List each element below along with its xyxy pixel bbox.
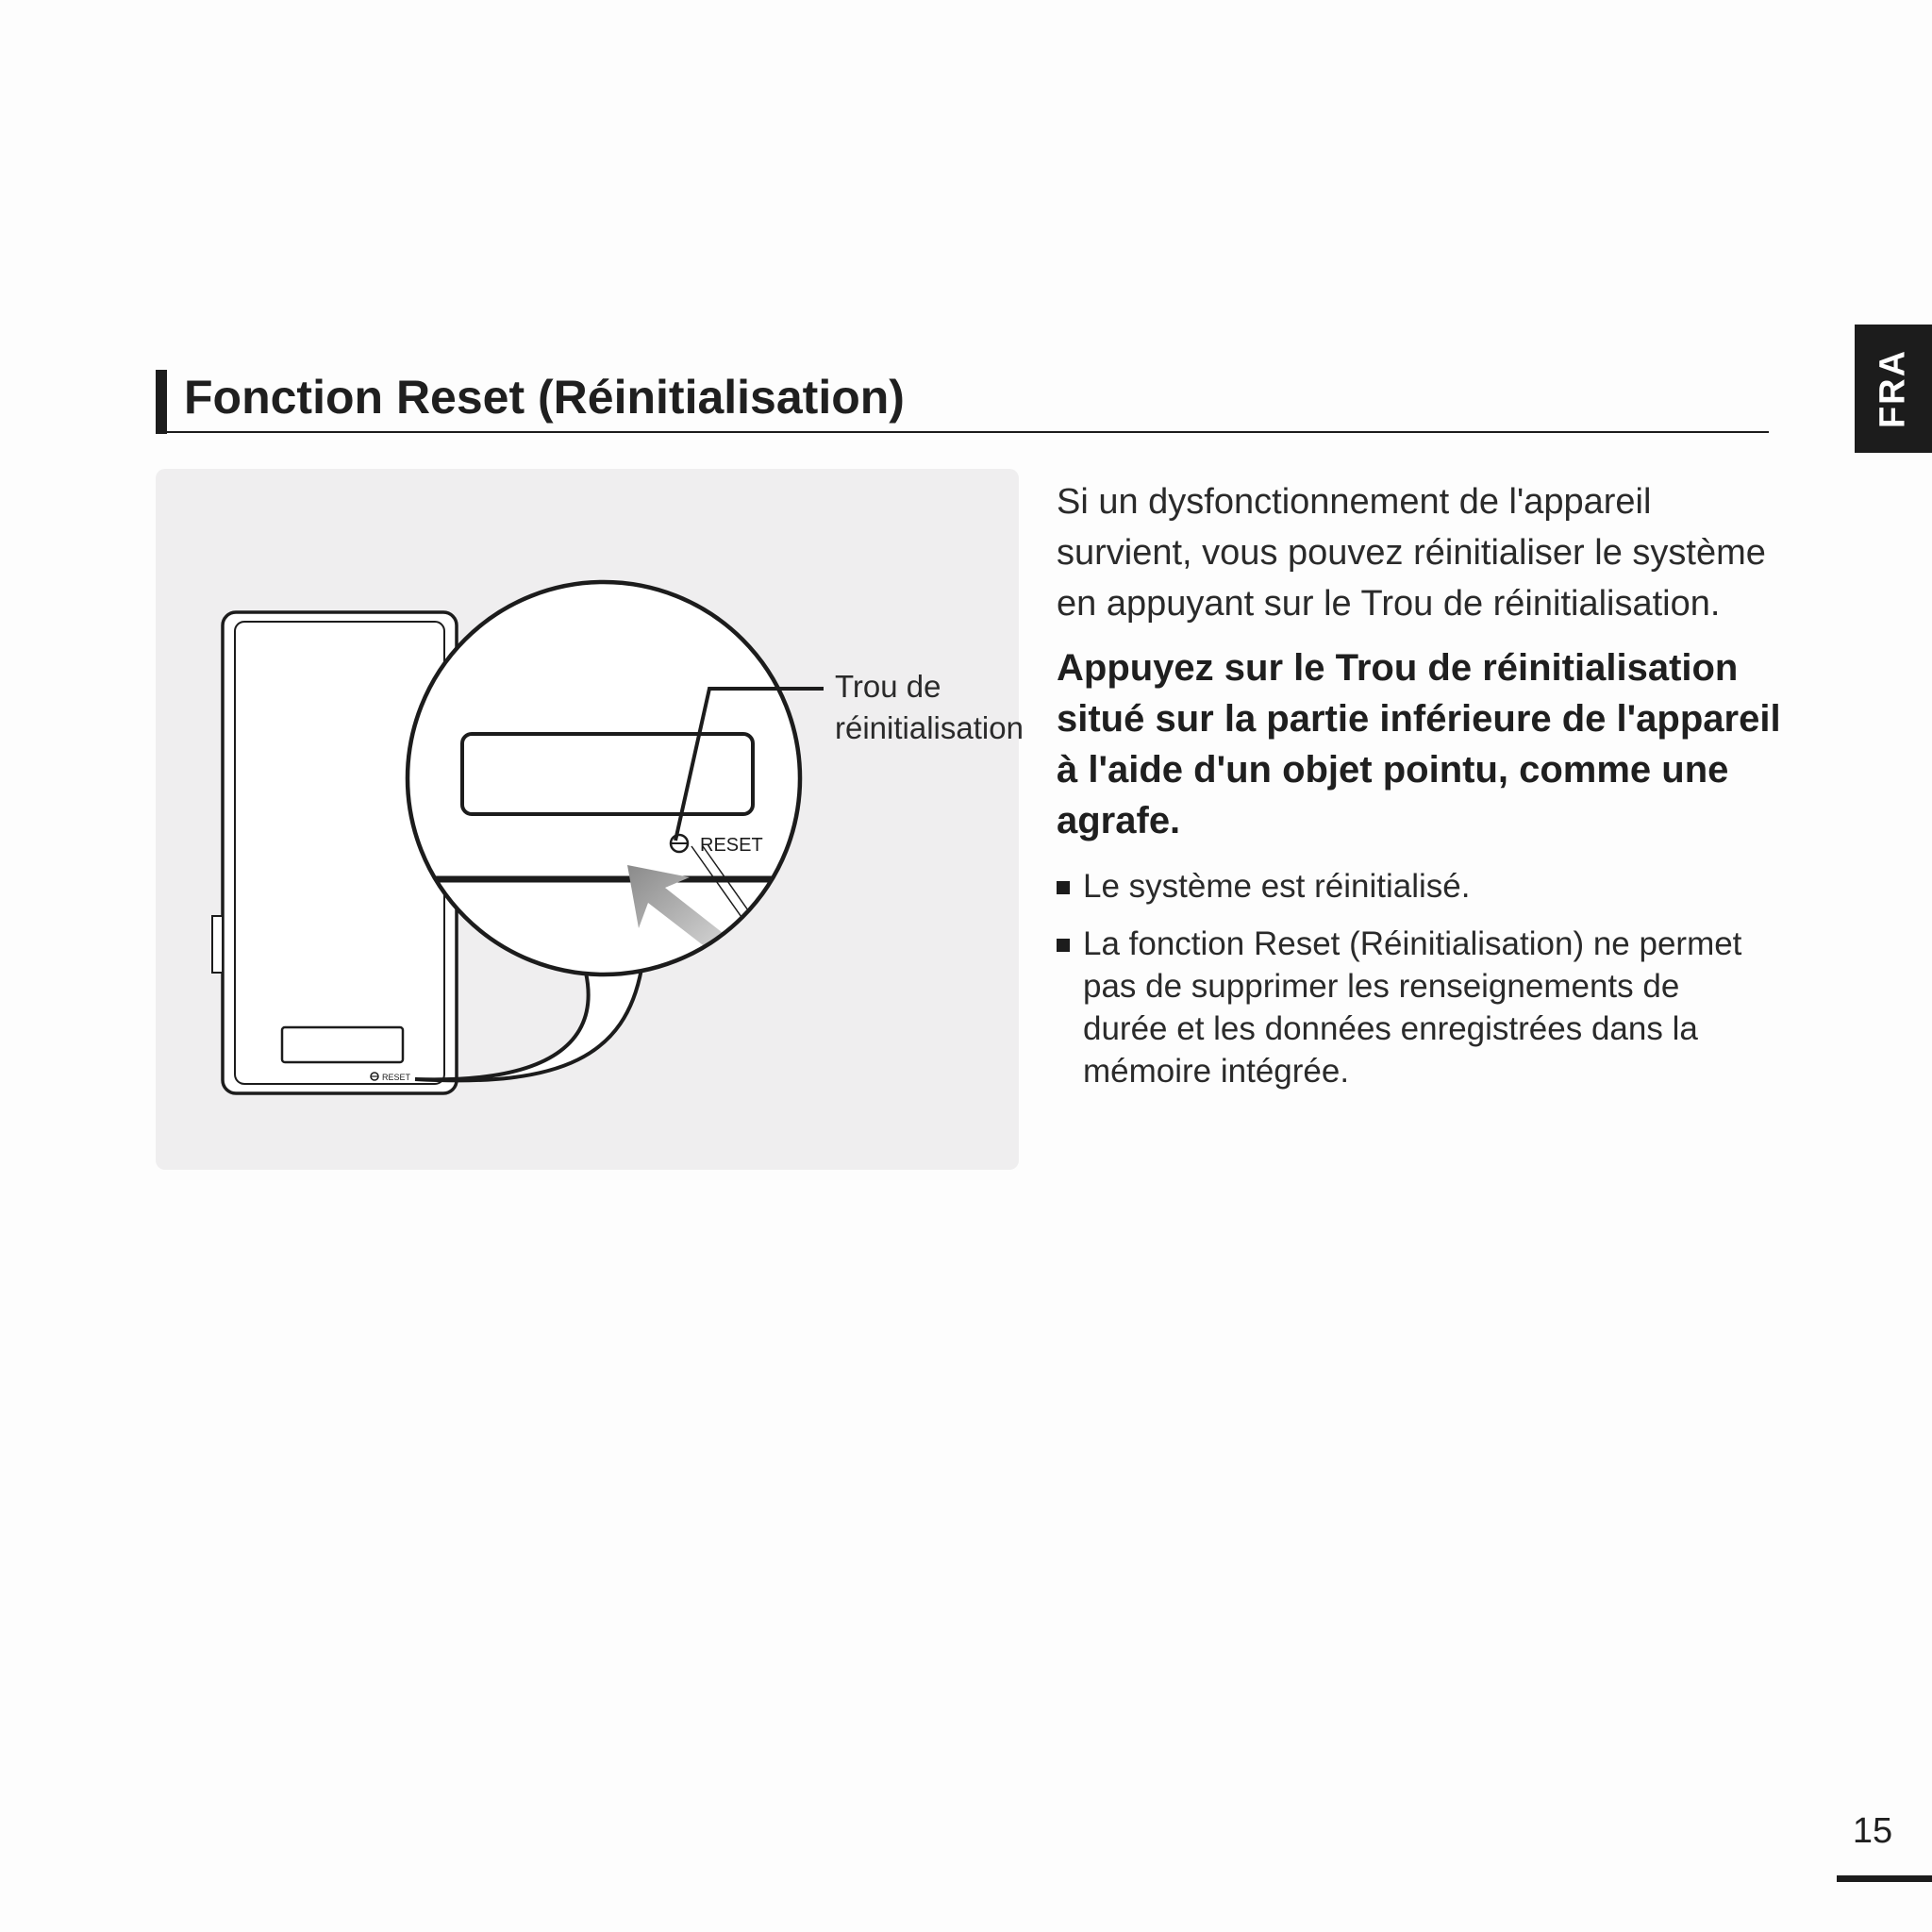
reset-hole-icon [671,835,688,852]
list-item-line: Le système est réinitialisé. [1083,868,1471,905]
intro-line: en appuyant sur le Trou de réinitialisation. [1057,584,1721,624]
callout-label-line: Trou de [835,669,941,704]
section-title: Fonction Reset (Réinitialisation) [184,371,905,424]
intro-paragraph [1057,476,1792,629]
square-bullet-icon [1057,939,1070,952]
zoom-reset-label: RESET [700,835,763,856]
page-number-rule [1837,1875,1932,1882]
zoom-circle [401,582,816,974]
list-item-line: durée et les données enregistrées dans la [1083,1010,1698,1047]
list-item [1057,865,1792,908]
reset-illustration-drawing [156,469,1019,1170]
intro-line: survient, vous pouvez réinitialiser le système [1057,533,1766,573]
language-tab [1855,325,1932,453]
device-outline [212,612,457,1093]
list-item-line: mémoire intégrée. [1083,1053,1350,1090]
notes-list [1057,865,1792,1092]
language-tab-label: FRA [1873,348,1913,429]
square-bullet-icon [1057,881,1070,894]
title-accent-bar [156,370,167,434]
list-item-line: La fonction Reset (Réinitialisation) ne permet [1083,925,1742,962]
callout-label-line: réinitialisation [835,710,1024,745]
step-line: Appuyez sur le Trou de réinitialisation [1057,647,1739,689]
step-line: à l'aide d'un objet pointu, comme une [1057,749,1729,791]
title-underline [167,431,1769,433]
step-line: situé sur la partie inférieure de l'appareil [1057,698,1781,740]
list-item [1057,923,1792,1092]
list-item-line: pas de supprimer les renseignements de [1083,968,1680,1005]
step-instruction [1057,642,1792,846]
intro-line: Si un dysfonctionnement de l'appareil [1057,482,1652,522]
callout-label [835,666,1024,749]
reset-illustration [156,469,1019,1170]
page-number: 15 [1852,1811,1893,1851]
step-line: agrafe. [1057,800,1181,841]
device-reset-label: RESET [382,1073,411,1082]
instructions-column [1057,476,1792,1108]
